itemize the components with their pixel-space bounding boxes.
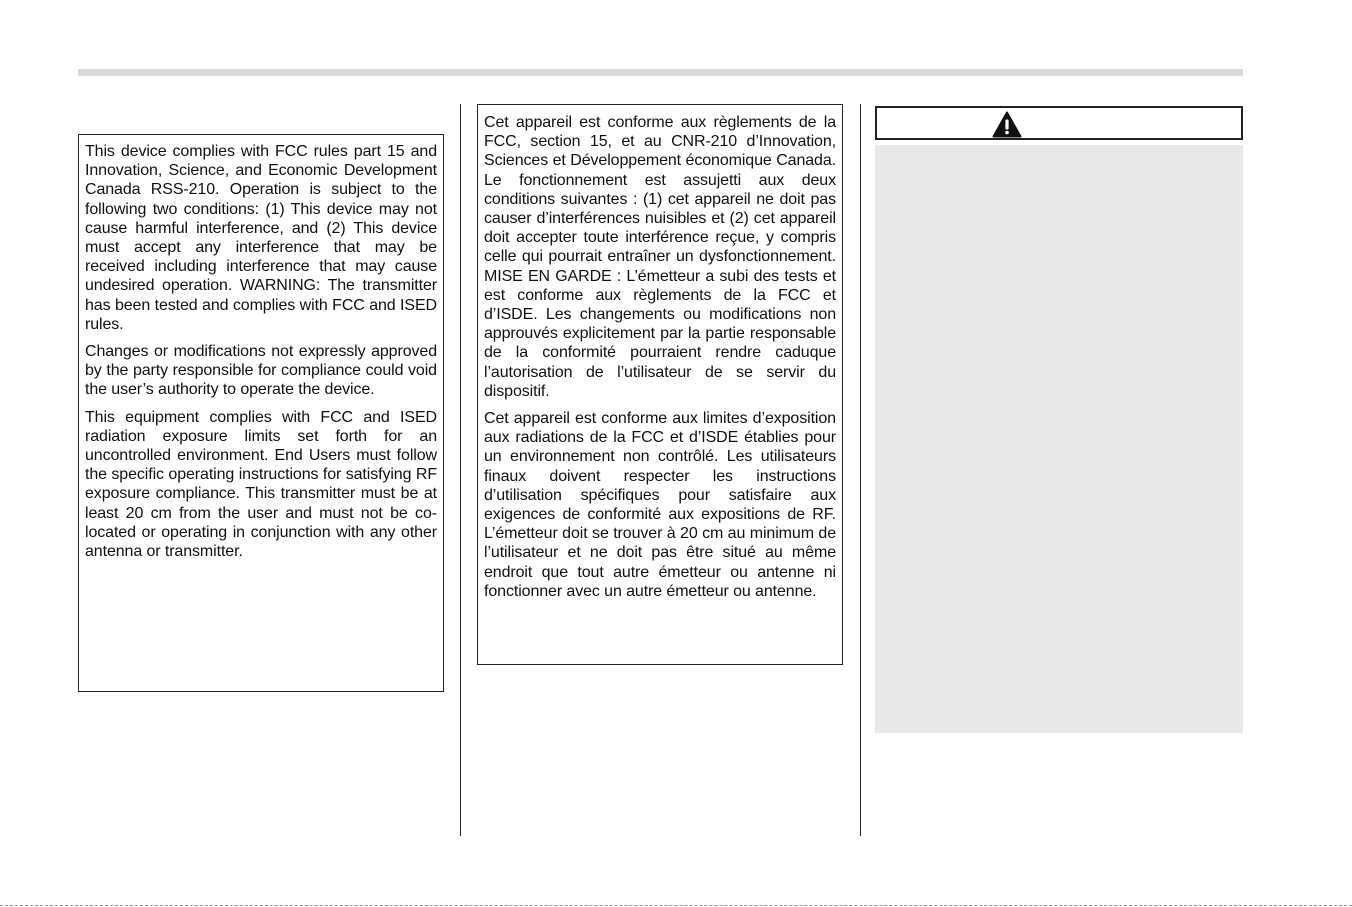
column-divider-left <box>460 104 461 836</box>
warning-triangle-icon <box>992 111 1022 138</box>
english-paragraph-1: This device complies with FCC rules part 15 and Innovation, Science, and Economic Development Canada RSS-210. Operation is subject to the following two conditions: (1) This device may not cause harmful interference, and (2) This device must accept any interference that may be received including interference that may cause undesired operation. WARNING: The transmitter has been tested and complies with FCC and ISED rules. <box>85 143 437 333</box>
column-divider-right <box>860 104 861 836</box>
warning-body <box>875 145 1243 733</box>
header-rule <box>78 69 1243 76</box>
french-paragraph-1: Cet appareil est conforme aux règlements de la FCC, section 15, et au CNR-210 d’Innovation, Sciences et Développement économique Canada. Le fonctionnement est assujetti aux deux conditions suivantes : (1) cet appareil ne doit pas causer d’interférences nuisibles et (2) cet appareil doit accepter toute interférence reçue, y compris celle qui pourrait entraîner un dysfonctionnement. MISE EN GARDE : L’émetteur a subi des tests et est conforme aux règlements de la FCC et d’ISDE. Les changements ou modifications non approuvés explicitement par la partie responsable de la conformité pourraient rendre caduque l’autorisation de l’utilisateur de se servir du dispositif. <box>484 114 836 400</box>
french-compliance-notice <box>477 104 843 665</box>
english-paragraph-2: Changes or modifications not expressly approved by the party responsible for compliance could void the user’s authority to operate the device. <box>85 343 437 399</box>
english-compliance-notice <box>78 134 444 692</box>
english-paragraph-3: This equipment complies with FCC and ISED radiation exposure limits set forth for an uncontrolled environment. End Users must follow the specific operating instructions for satisfying RF exposure compliance. This transmitter must be at least 20 cm from the user and must not be co-located or operating in conjunction with any other antenna or transmitter. <box>85 408 437 561</box>
warning-header <box>875 106 1243 140</box>
page-bottom-rule <box>0 905 1352 906</box>
french-paragraph-2: Cet appareil est conforme aux limites d’exposition aux radiations de la FCC et d’ISDE établies pour un environnement non contrôlé. Les utilisateurs finaux doivent respecter les instructions d’utilisation spécifiques pour satisfaire aux exigences de conformité aux expositions de RF. L’émetteur doit se trouver à 20 cm au minimum de l’utilisateur et ne doit pas être situé au même endroit que tout autre émetteur ou antenne ni fonctionner avec un autre émetteur ou antenne. <box>484 410 836 600</box>
